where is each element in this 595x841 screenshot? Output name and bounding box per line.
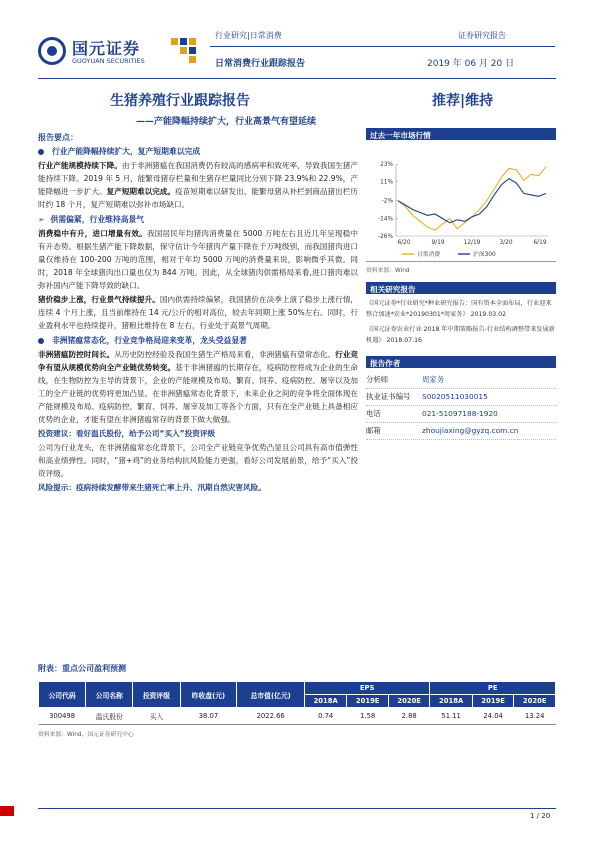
column-header: 公司代码 — [39, 682, 86, 708]
paragraph: 消费稳中有升，进口增量有效。我国居民年均猪肉消费量在 5000 万吨左右且近几年呈现稳中有升态势。根据生猪产能下降数据，保守估计今年猪肉产量下降在千万吨级别，而我国猪肉进口量仅维持在 100-200 万吨的范围，相对于年均 5000 万吨的消费量来说，影响微乎其微。同时，2018 年全球猪肉出口量也仅为 844 万吨。因此，从全球猪肉供需格局来看,进口猪肉难以弥补国内产能下降导致的缺口。 — [38, 229, 359, 290]
x-tick-label: 6/20 — [397, 240, 411, 246]
rating-badge: 推荐|维持 — [432, 93, 494, 109]
phone-number: 021-51097188-1920 — [422, 409, 498, 418]
paragraph: 行业产能规模持续下降。由于非洲猪瘟在我国消费仍有较高的感病率和致死率，导致我国生猪产能持续下降。2019 年 5 月，能繁母猪存栏量和生猪存栏量同比分别下降 23.9%和 22.9%，产能降幅进一步扩大。复产短期难以完成。疫苗短期难以研发出、能繁母猪从补栏到商品猪出栏历时约 18 个月，复产短期难以弥补市场缺口。 — [38, 161, 359, 209]
y-tick-label: 23% — [380, 162, 393, 168]
series-line — [398, 167, 546, 230]
report-title: 生猪养殖行业跟踪报告 — [110, 93, 250, 109]
paragraph: 猪价稳步上涨，行业景气持续提升。国内供需持续偏紧，我国猪价在淡季上演了稳步上涨行情，连续 4 个月上涨，且当前维持在 14 元/公斤的相对高位，较去年同期上涨 50%左右。同时，行业盈利水平也持续提升，猪粮比维持在 8 左右，行业处于高景气周期。 — [38, 295, 359, 330]
cell: 51.11 — [430, 708, 472, 725]
y-tick-label: 11% — [380, 179, 393, 186]
related-report[interactable]: 《国元证券*行业研究*种业研究报告：国有资本全面布局，行业迎来整合加速*农业*20190301*周家务》 2019.03.02 — [366, 300, 552, 318]
cell: 300498 — [39, 708, 86, 725]
footer-mark — [0, 806, 14, 816]
column-header: 总市值(亿元) — [237, 682, 305, 708]
column-header: 昨收盘(元) — [180, 682, 237, 708]
analyst-name: 周家务 — [422, 375, 445, 384]
year-header: 2018A — [430, 695, 472, 708]
table-row — [39, 708, 556, 725]
cell: 0.74 — [304, 708, 346, 725]
industry-category: 行业研究|日常消费 — [215, 31, 282, 40]
column-header: 公司名称 — [86, 682, 133, 708]
x-tick-label: 3/20 — [499, 240, 513, 246]
investment-advice-heading: 投资建议：看好温氏股份，给予公司“买入”投资评级 — [38, 429, 216, 438]
header-bottom-divider — [38, 78, 556, 79]
report-subtitle: ——产能降幅持续扩大，行业高景气有望延续 — [136, 117, 317, 127]
bullet-dot-icon — [38, 149, 44, 155]
paragraph: 非洲猪瘟防控时间长。从历史防控经验及我国生猪生产格局来看，非洲猪瘟有望常态化。行业竞争有望从规模优势向全产业链优势转变。基于非洲猪瘟的长期存在，疫病防控将成为企业的生命线，在生物防控为主导的背景下，企业的产能规模及布局、繁育、饲养、疫病防控、屠宰以及加工的全产业链的优势将更加凸显。在非洲猪瘟常态化背景下，未来企业之间的竞争将全面体现在产能规模及布局、疫病防控、繁育、饲养、屠宰及加工等各个方面，只有在全产业链上具备相应优势的企业，才能有望在非洲猪瘟常存的背景下做大做强。 — [38, 350, 359, 424]
year-header: 2019E — [347, 695, 389, 708]
phone-label: 电话 — [366, 409, 381, 418]
related-header: 相关研究报告 — [366, 282, 556, 294]
email-link[interactable]: zhoujiaxing@gyzq.com.cn — [422, 426, 519, 435]
analyst-label: 分析师 — [366, 375, 389, 384]
cell: 38.07 — [180, 708, 237, 725]
header-subtitle: 日常消费行业跟踪报告 — [215, 59, 306, 69]
license-number: S0020511030015 — [422, 392, 488, 401]
column-header: EPS — [304, 682, 429, 695]
chart-header: 过去一年市场行情 — [366, 128, 556, 140]
earnings-forecast-table — [38, 681, 556, 725]
analyst-header: 报告作者 — [366, 356, 556, 368]
legend-label: 沪深300 — [473, 252, 496, 258]
bullet-heading: 非洲猪瘟常态化，行业竞争格局迎来变革，龙头受益显著 — [38, 335, 358, 346]
risk-warning: 风险提示：疫病持续发酵带来生猪死亡率上升、汛期自然灾害风险。 — [38, 483, 266, 492]
cell: 24.04 — [472, 708, 514, 725]
header-divider — [210, 46, 555, 47]
table-title: 附表：重点公司盈利预测 — [38, 664, 126, 673]
x-tick-label: 9/19 — [431, 240, 445, 246]
cell: 温氏股份 — [86, 708, 133, 725]
y-tick-label: -2% — [381, 198, 393, 205]
year-header: 2020E — [514, 695, 556, 708]
year-header: 2018A — [304, 695, 346, 708]
y-tick-label: -14% — [378, 216, 393, 223]
summary-heading: 报告要点： — [38, 133, 78, 142]
x-tick-label: 6/19 — [533, 240, 547, 246]
logo-subtext: GUOYUAN SECURITIES — [72, 57, 145, 65]
bullet-heading: 行业产能降幅持续扩大，复产短期难以完成 — [38, 146, 358, 157]
analyst-info — [366, 372, 556, 440]
paragraph: 公司为行业龙头，在非洲猪瘟常态化背景下，公司全产业链竞争优势凸显且公司具有高市值弹性和高业绩弹性。同时，“猪+鸡”的业务结构抗风险能力更强，看好公司发展前景，给予“买入”投资评级。 — [38, 443, 358, 478]
arrow-icon: ➢ — [38, 215, 45, 224]
sidebar — [366, 128, 556, 440]
legend-label: 日常消费 — [417, 252, 441, 258]
bullet-dot-icon — [38, 338, 44, 344]
cell: 2022.66 — [237, 708, 305, 725]
cell: 1.58 — [347, 708, 389, 725]
footer-divider — [38, 808, 556, 809]
summary-column — [38, 132, 358, 495]
page-number: 1 / 20 — [530, 812, 551, 820]
logo-text: 国元证券 — [72, 39, 141, 58]
cell: 13.24 — [514, 708, 556, 725]
column-header: 投资评级 — [133, 682, 180, 708]
license-label: 执业证书编号 — [366, 392, 411, 401]
chart-source: 资料来源：Wind — [366, 268, 410, 274]
y-tick-label: -26% — [378, 234, 393, 240]
bullet-heading: ➢ 供需偏紧，行业维持高景气 — [38, 215, 145, 224]
x-tick-label: 12/19 — [463, 240, 481, 246]
logo-emblem — [38, 37, 66, 65]
cell: 买入 — [133, 708, 180, 725]
report-type: 证券研究报告 — [458, 31, 506, 40]
year-header: 2019E — [472, 695, 514, 708]
logo-squares-icon — [171, 38, 197, 64]
report-header — [0, 0, 595, 90]
related-report[interactable]: 《国元证券农业行业 2018 年中期策略报告-行业结构调整带来发展新机遇》 2018.07.16 — [366, 326, 555, 344]
chart-svg — [366, 140, 556, 262]
report-date: 2019 年 06 月 20 日 — [427, 59, 515, 69]
table-source: 资料来源：Wind，国元证券研究中心 — [38, 732, 134, 738]
cell: 2.88 — [388, 708, 430, 725]
company-logo — [38, 34, 198, 74]
year-header: 2020E — [388, 695, 430, 708]
market-chart — [366, 140, 556, 262]
email-label: 邮箱 — [366, 426, 381, 435]
column-header: PE — [430, 682, 556, 695]
